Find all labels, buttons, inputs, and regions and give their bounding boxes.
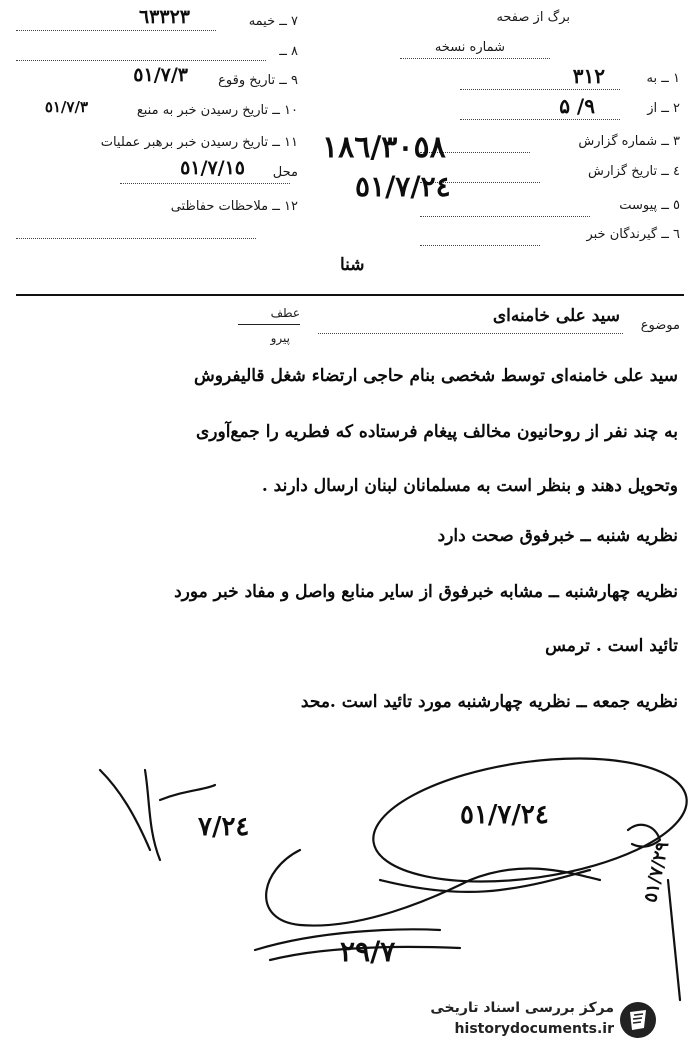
- body-line-6: تائید است . ترمس: [545, 636, 678, 656]
- field-to-value: ۳۱۲: [572, 64, 605, 88]
- subject-value: سید علی خامنه‌ای: [492, 306, 620, 326]
- watermark-url: historydocuments.ir: [454, 1021, 614, 1037]
- field-from-value: ۹/ ۵: [559, 94, 595, 118]
- center-small-note: شنا: [340, 255, 365, 275]
- field-attachment-label: ٥ ــ پیوست: [619, 198, 680, 213]
- watermark-title: مرکز بررسی اسناد تاریخی: [430, 1000, 614, 1016]
- left-signature-stroke: [100, 770, 150, 850]
- oval-handwritten-date: ٥١/٧/٢٤: [460, 800, 549, 830]
- archive-logo-icon: [618, 1000, 658, 1040]
- field-10-value: ٥١/٧/٣: [44, 98, 88, 116]
- archive-watermark: [418, 1000, 658, 1042]
- body-line-4: نظریه شنبه ــ خبرفوق صحت دارد: [437, 526, 678, 546]
- body-line-2: به چند نفر از روحانیون مخالف پیغام فرستاده که فطریه را جمع‌آوری: [195, 422, 678, 442]
- field-7-label: ٧ ــ خیمه: [248, 14, 298, 29]
- field-11-label: ١١ ــ تاریخ رسیدن خبر برهبر عملیات: [100, 135, 298, 150]
- signature-swash: [266, 850, 600, 926]
- body-line-3: وتحویل دهند و بنظر است به مسلمانان لبنان ارسال دارند .: [261, 476, 678, 496]
- field-9-value: ٥١/٧/٣: [133, 64, 188, 86]
- side-tick: [668, 880, 680, 1000]
- left-signature-stroke-3: [160, 785, 215, 800]
- field-10-label: ١٠ ــ تاریخ رسیدن خبر به منبع: [136, 103, 298, 118]
- field-from-label: ۲ ــ از: [647, 101, 680, 116]
- lower-handwritten-date: ٢٩/٧: [340, 935, 396, 968]
- field-report-number-label: ۳ ــ شماره گزارش: [578, 134, 680, 149]
- field-location-value: ٥١/٧/١٥: [180, 157, 245, 179]
- field-report-date-label: ٤ ــ تاریخ گزارش: [588, 164, 680, 179]
- body-line-1: سید علی خامنه‌ای توسط شخصی بنام حاجی ارتضاء شغل قالیفروش: [194, 366, 678, 386]
- field-to-label: ۱ ــ به: [646, 71, 680, 86]
- side-handwritten-date: ٥١/٧/٢٩: [640, 839, 674, 905]
- ref-label-bottom: پیرو: [270, 331, 290, 345]
- left-signature-stroke-2: [145, 770, 160, 860]
- field-9-label: ٩ ــ تاریخ وقوع: [218, 73, 298, 88]
- copies-label: شماره نسخه: [434, 40, 505, 55]
- registration-date: ٥١/٧/٢٤: [355, 170, 451, 203]
- ref-label-top: عطف: [270, 306, 300, 320]
- field-recipients-label: ٦ ــ گیرندگان خبر: [586, 227, 680, 242]
- body-line-5: نظریه چهارشنبه ــ مشابه خبرفوق از سایر منابع واصل و مفاد خبر مورد: [174, 582, 678, 602]
- field-location-label: محل: [272, 165, 298, 180]
- body-line-7: نظریه جمعه ــ نظریه چهارشنبه مورد تائید است .محد: [300, 692, 678, 712]
- left-handwritten-date: ٧/٢٤: [198, 812, 250, 842]
- page-label: برگ از صفحه: [496, 10, 570, 25]
- subject-label: موضوع: [640, 318, 680, 333]
- field-8-label: ٨ ــ: [279, 44, 298, 59]
- registration-number: ١٨٦/٣٠٥٨: [322, 130, 446, 165]
- field-12-label: ١٢ ــ ملاحظات حفاظتی: [170, 199, 298, 214]
- field-7-value: ٦٣٣٢٣: [138, 6, 190, 28]
